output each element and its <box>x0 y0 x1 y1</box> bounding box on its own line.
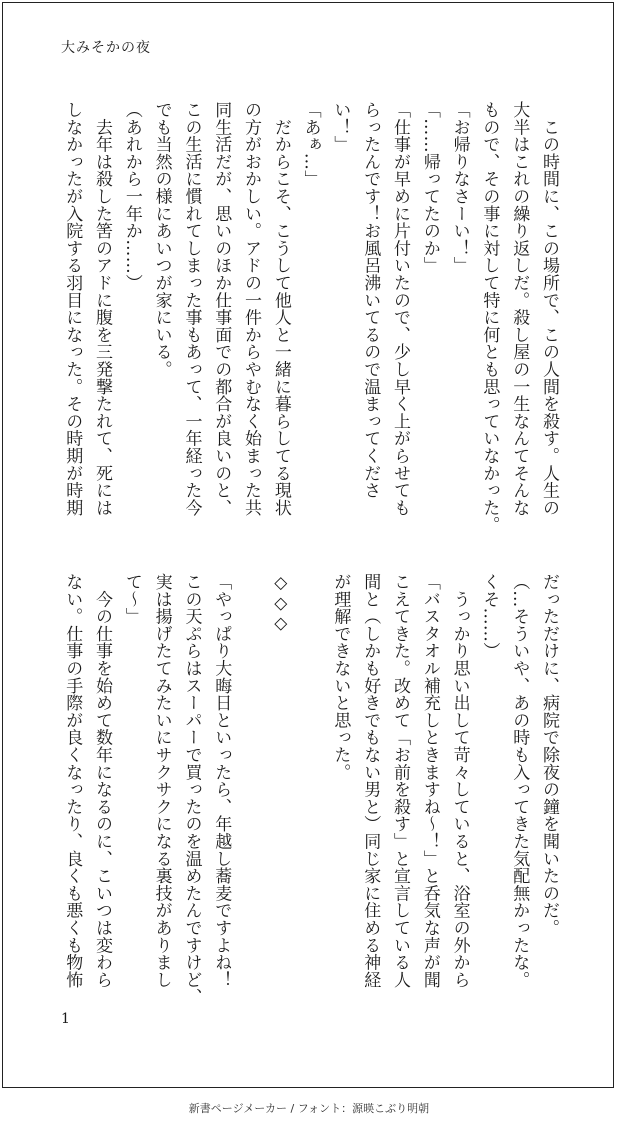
book-page <box>2 2 614 1088</box>
footer-credit: 新書ページメーカー / フォント：源暎こぶり明朝 <box>188 1102 430 1115</box>
upper-text-block: この時間に、この場所で、この人間を殺す。人生の 大半はこれの繰り返しだ。殺し屋の一生なんてそんな もので、その事に対して特に何とも思っていなかった。 「お帰りなさーい！」 「……帰ってたのか」 「仕事が早めに片付いたので、少し早く上がらせても らったんです！お風呂沸いてるので温まってくださ い！」 「あぁ…」 だからこそ、こうして他人と一緒に暮らしてる現状 の方がおかしい。アドの一件からやむなく始まった共 同生活だが、思いのほか仕事面での都合が良いのと、 この生活に慣れてしまった事もあって、一年経った今 でも当然の様にあいつが家にいる。 （あれから一年か……） 去年は殺した筈のアドに腹を三発撃たれて、死には しなかったが入院する羽目になった。その時期が時期 <box>62 101 559 534</box>
page-number: 1 <box>61 1011 70 1027</box>
lower-text-block: だっただけに、病院で除夜の鐘を聞いたのだ。 （…そういや、あの時も入ってきた気配無かったな。 くそ……） うっかり思い出して苛々していると、浴室の外から 「バスタオル補充しときますね～！」と呑気な声が聞 こえてきた。改めて「お前を殺す」と宣言している人 間と（しかも好きでもない男と）同じ家に住める神経 が理解できないと思った。 ◇◇◇ 「やっぱり大晦日といったら、年越し蕎麦ですよね！ この天ぷらはスーパーで買ったのを温めたんですけど、 実は揚げたてみたいにサクサクになる裏技がありまし て～」 今の仕事を始めて数年になるのに、こいつは変わら ない。仕事の手際が良くなったり、良くも悪くも物怖 <box>62 573 559 1006</box>
running-title: 大みそかの夜 <box>61 40 151 56</box>
